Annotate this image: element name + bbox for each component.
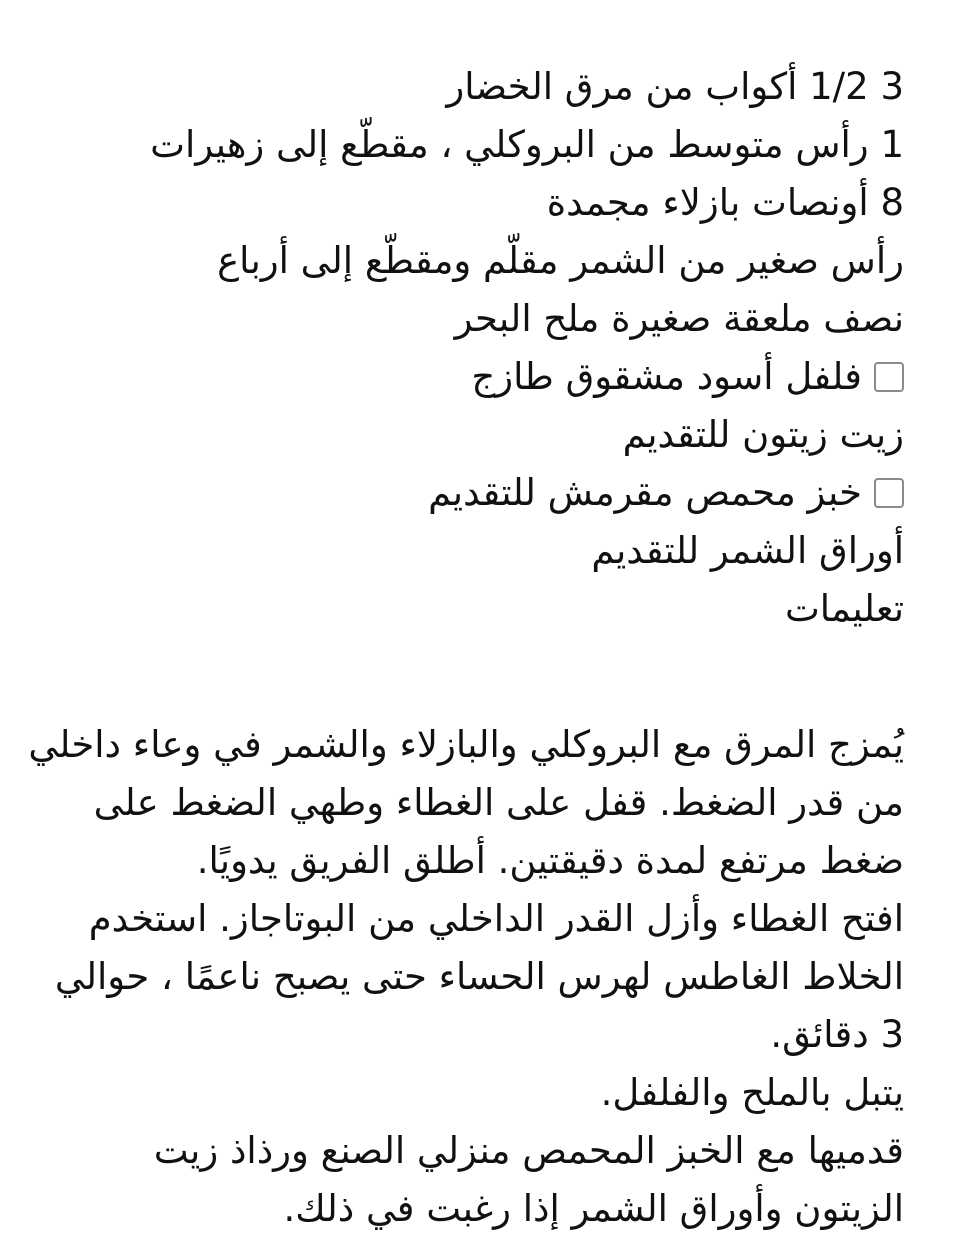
ingredient-line: [52, 290, 904, 348]
ingredient-checkbox[interactable]: [874, 362, 904, 392]
instructions-heading: [52, 580, 904, 638]
instruction-line: الزيتون وأوراق الشمر إذا رغبت في ذلك.: [283, 1187, 904, 1230]
ingredient-text: نصف ملعقة صغيرة ملح البحر: [454, 297, 904, 340]
instruction-line: يتبل بالملح والفلفل.: [600, 1071, 904, 1114]
ingredient-line: [52, 522, 904, 580]
ingredient-checkbox[interactable]: [874, 478, 904, 508]
instruction-line: الخلاط الغاطس لهرس الحساء حتى يصبح ناعمًا ، حوالي: [54, 955, 904, 998]
ingredient-text: فلفل أسود مشقوق طازج: [471, 355, 862, 398]
ingredient-text: رأس صغير من الشمر مقلّم ومقطّع إلى أرباع: [217, 239, 904, 282]
ingredient-text: زيت زيتون للتقديم: [622, 413, 904, 456]
instruction-line: افتح الغطاء وأزل القدر الداخلي من البوتاجاز. استخدم: [88, 897, 904, 940]
ingredient-text: 8 أونصات بازلاء مجمدة: [546, 181, 904, 224]
instructions-heading-text: تعليمات: [784, 587, 904, 630]
instruction-line: يُمزج المرق مع البروكلي والبازلاء والشمر في وعاء داخلي: [28, 723, 904, 766]
instruction-line: ضغط مرتفع لمدة دقيقتين. أطلق الفريق يدويًا.: [196, 839, 904, 882]
ingredient-line: [52, 348, 904, 406]
ingredient-text: خبز محمص مقرمش للتقديم: [428, 471, 862, 514]
ingredient-text: 3 1/2 أكواب من مرق الخضار: [446, 65, 904, 108]
instruction-line: قدميها مع الخبز المحمص منزلي الصنع ورذاذ زيت: [153, 1129, 904, 1172]
instruction-line: 3 دقائق.: [770, 1013, 904, 1056]
instruction-line: من قدر الضغط. قفل على الغطاء وطهي الضغط على: [93, 781, 904, 824]
ingredient-line: [52, 406, 904, 464]
section-spacer: [52, 638, 904, 696]
ingredient-line: [52, 232, 904, 290]
ingredient-line: [52, 464, 904, 522]
ingredient-text: 1 رأس متوسط من البروكلي ، مقطّع إلى زهيرات: [150, 123, 904, 166]
ingredient-line: [52, 58, 904, 116]
ingredient-line: [52, 174, 904, 232]
section-spacer: [52, 696, 904, 716]
ingredient-line: [52, 116, 904, 174]
ingredient-text: أوراق الشمر للتقديم: [591, 529, 904, 572]
